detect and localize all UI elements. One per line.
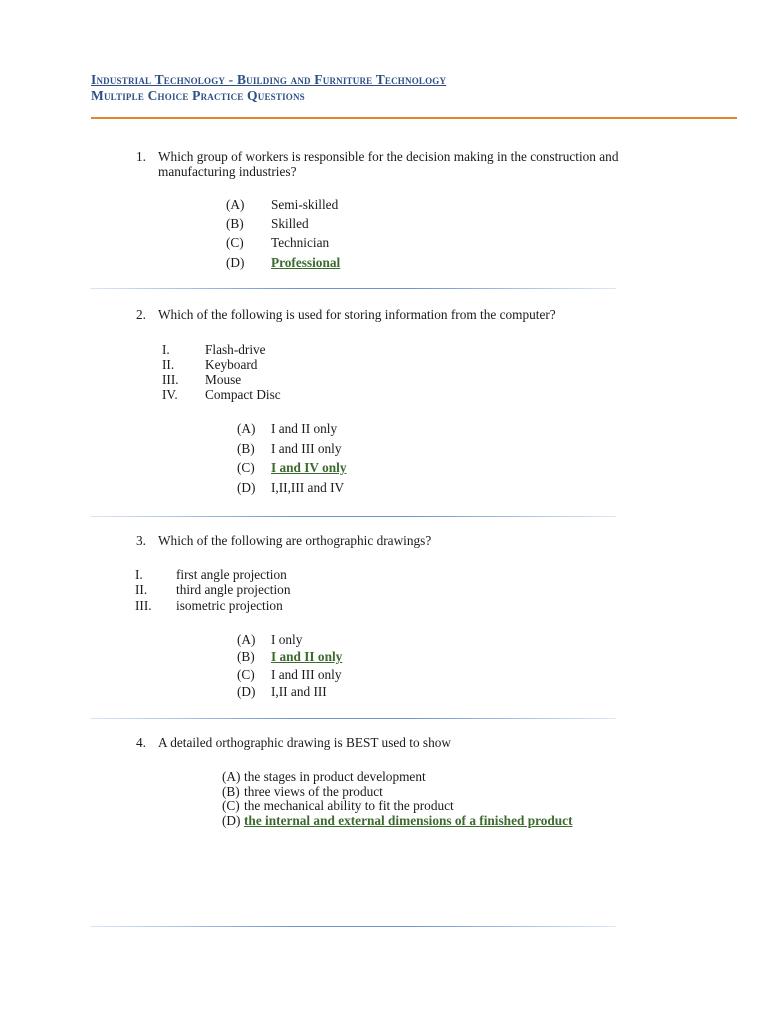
- correct-answer-text: the internal and external dimensions of a finished product: [244, 813, 573, 828]
- option-text: I,II,III and IV: [271, 480, 345, 495]
- question-number: 2.: [136, 307, 146, 322]
- option-letter: (B): [237, 649, 255, 664]
- option-letter: (C): [222, 798, 240, 813]
- header-subtitle: Multiple Choice Practice Questions: [91, 88, 305, 103]
- option-letter: (A): [237, 632, 256, 647]
- option-text: I and III only: [271, 667, 342, 682]
- question-number: 4.: [136, 735, 146, 750]
- option-text: the mechanical ability to fit the product: [244, 798, 454, 813]
- statement-numeral: IV.: [162, 387, 178, 402]
- option-letter: (B): [237, 441, 255, 456]
- statement-numeral: I.: [162, 342, 170, 357]
- option-letter: (A): [237, 421, 256, 436]
- option-letter: (D): [222, 813, 241, 828]
- question-separator: [90, 516, 616, 517]
- header-rule: [91, 117, 737, 119]
- statement-numeral: III.: [135, 598, 152, 613]
- statement-text: first angle projection: [176, 567, 287, 582]
- question-stem: Which group of workers is responsible for the decision making in the construction and manufacturing industries?: [158, 149, 619, 179]
- question-stem: Which of the following are orthographic drawings?: [158, 533, 432, 548]
- statement-text: isometric projection: [176, 598, 283, 613]
- statement-text: Compact Disc: [205, 387, 281, 402]
- option-text: the stages in product development: [244, 769, 426, 784]
- question-separator: [90, 288, 616, 289]
- option-letter: (D): [237, 480, 256, 495]
- question-number: 3.: [136, 533, 146, 548]
- option-text: Skilled: [271, 216, 309, 231]
- header-title: Industrial Technology - Building and Furniture Technology: [91, 72, 447, 87]
- option-letter: (D): [237, 684, 256, 699]
- option-letter: (B): [222, 784, 240, 799]
- statement-text: Keyboard: [205, 357, 258, 372]
- statement-numeral: II.: [135, 582, 148, 597]
- question-separator: [90, 718, 616, 719]
- statement-text: Mouse: [205, 372, 242, 387]
- option-text: I only: [271, 632, 303, 647]
- statement-numeral: I.: [135, 567, 143, 582]
- question-stem: A detailed orthographic drawing is BEST used to show: [158, 735, 451, 750]
- correct-answer-text: I and IV only: [271, 460, 347, 475]
- question-separator: [90, 926, 616, 927]
- question-number: 1.: [136, 149, 146, 164]
- correct-answer-text: Professional: [271, 255, 341, 270]
- option-letter: (C): [226, 235, 244, 250]
- question-stem: Which of the following is used for storing information from the computer?: [158, 307, 556, 322]
- option-text: three views of the product: [244, 784, 383, 799]
- statement-text: Flash-drive: [205, 342, 266, 357]
- option-text: I and II only: [271, 421, 338, 436]
- option-text: I and III only: [271, 441, 342, 456]
- option-letter: (C): [237, 460, 255, 475]
- option-text: Technician: [271, 235, 330, 250]
- option-letter: (B): [226, 216, 244, 231]
- correct-answer-text: I and II only: [271, 649, 343, 664]
- statement-numeral: II.: [162, 357, 175, 372]
- option-text: I,II and III: [271, 684, 327, 699]
- option-letter: (A): [222, 769, 241, 784]
- statement-numeral: III.: [162, 372, 179, 387]
- statement-text: third angle projection: [176, 582, 291, 597]
- document-header: [91, 72, 446, 104]
- option-text: Semi-skilled: [271, 197, 339, 212]
- option-letter: (A): [226, 197, 245, 212]
- option-letter: (D): [226, 255, 245, 270]
- option-letter: (C): [237, 667, 255, 682]
